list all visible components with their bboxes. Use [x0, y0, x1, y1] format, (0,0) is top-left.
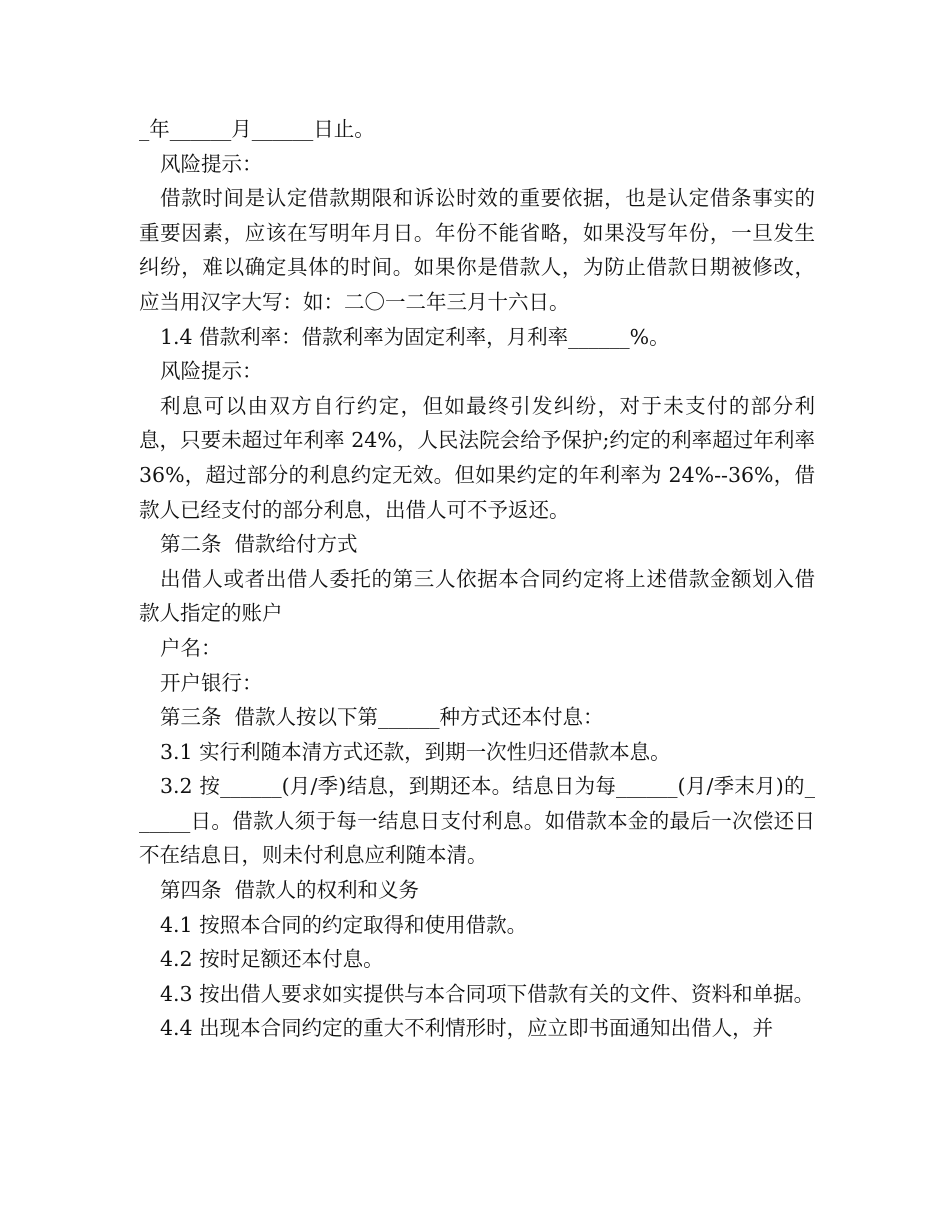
- risk-tip-heading: 风险提示：: [160, 151, 263, 176]
- repayment-clause-3-2: 3.2 按______(月/季)结息，到期还本。结息日为每______(月/季末月)的______日。借款人须于每一结息日支付利息。如借款本金的最后一次偿还日不在结息日，则未付利息应利随本清。: [139, 774, 815, 868]
- repayment-clause-3-1: 3.1 实行利随本清方式还款，到期一次性归还借款本息。: [160, 739, 671, 764]
- article-2-heading: 第二条 借款给付方式: [160, 532, 358, 557]
- account-name-line: 户名：: [160, 635, 222, 660]
- date-end-line: _年______月______日止。: [139, 117, 375, 141]
- bank-line: 开户银行：: [160, 670, 263, 695]
- borrower-clause-4-2: 4.2 按时足额还本付息。: [160, 947, 384, 972]
- borrower-clause-4-4: 4.4 出现本合同约定的重大不利情形时，应立即书面通知出借人，并: [160, 1016, 774, 1041]
- loan-date-risk-paragraph: 借款时间是认定借款期限和诉讼时效的重要依据，也是认定借条事实的重要因素，应该在写明年月日。年份不能省略，如果没写年份，一旦发生纠纷，难以确定具体的时间。如果你是借款人，为防止借款日期被修改，应当用汉字大写：如：二〇一二年三月十六日。: [139, 186, 815, 314]
- article-3-heading: 第三条 借款人按以下第______种方式还本付息：: [160, 705, 604, 730]
- risk-tip-heading: 风险提示：: [160, 359, 263, 384]
- borrower-clause-4-3: 4.3 按出借人要求如实提供与本合同项下借款有关的文件、资料和单据。: [160, 981, 815, 1006]
- article-4-heading: 第四条 借款人的权利和义务: [160, 878, 420, 903]
- borrower-clause-4-1: 4.1 按照本合同的约定取得和使用借款。: [160, 912, 528, 937]
- payment-method-paragraph: 出借人或者出借人委托的第三人依据本合同约定将上述借款金额划入借款人指定的账户: [139, 566, 815, 626]
- document-page: [139, 112, 822, 1046]
- interest-risk-paragraph: 利息可以由双方自行约定，但如最终引发纠纷，对于未支付的部分利息，只要未超过年利率 24%，人民法院会给予保护;约定的利率超过年利率 36%，超过部分的利息约定无效。但如果约定的年利率为 24%--36%，借款人已经支付的部分利息，出借人可不予返还。: [139, 393, 822, 522]
- interest-rate-clause: 1.4 借款利率：借款利率为固定利率，月利率______%。: [160, 324, 670, 349]
